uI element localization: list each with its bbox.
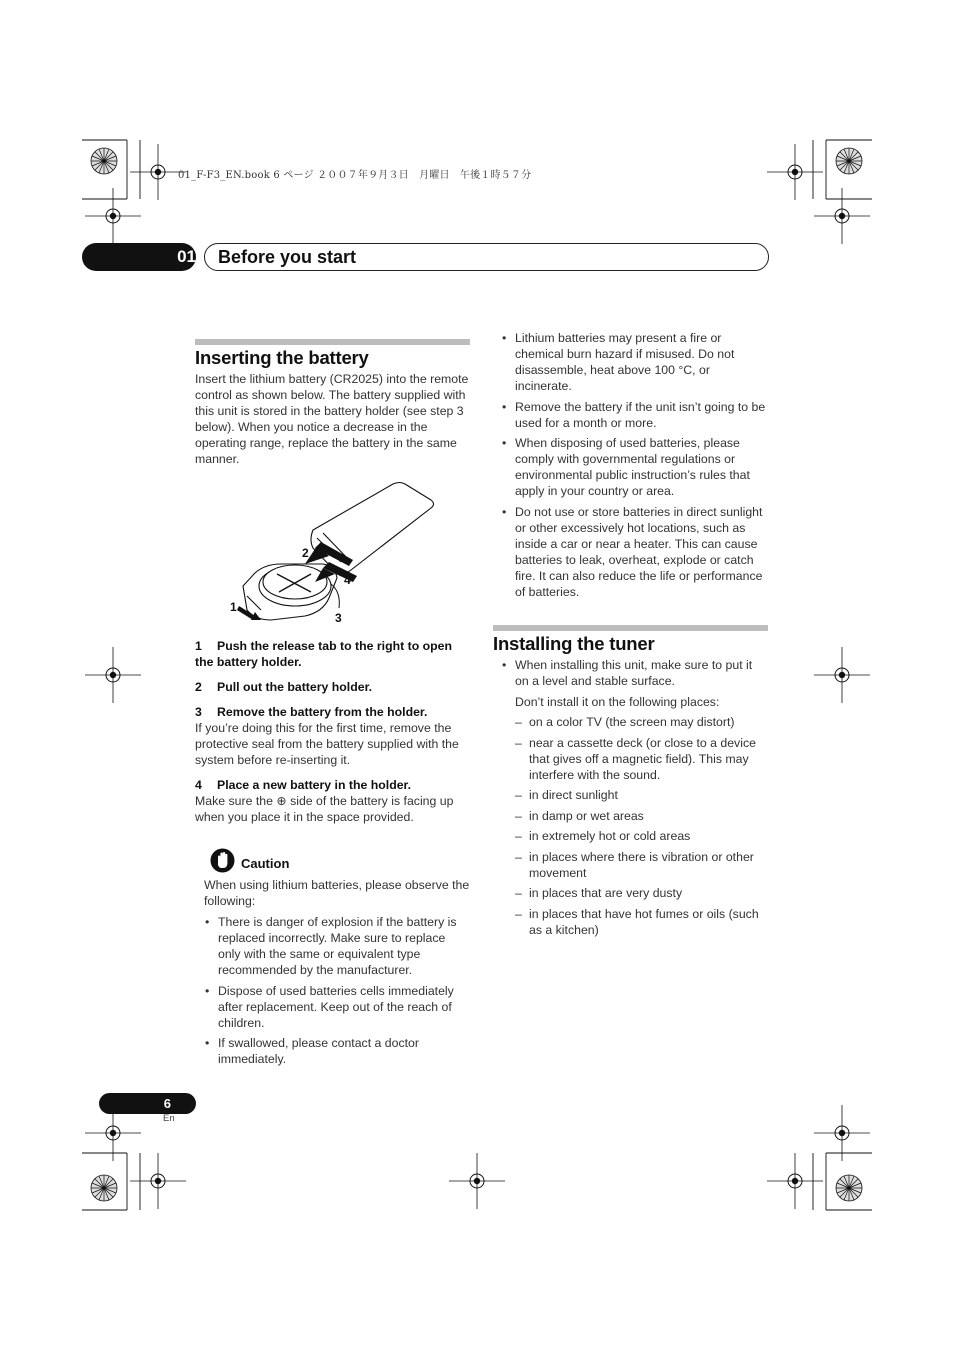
step-2: 2 Pull out the battery holder. [195, 680, 373, 694]
step-4: 4 Place a new battery in the holder. [195, 778, 412, 792]
caution-title: Caution [241, 856, 290, 871]
step-3-note: If you’re doing this for the first time, remove the protective seal from the battery supplied with the system before re-inserting it. [195, 721, 459, 767]
caution-item: • Dispose of used batteries cells immediately after replacement. Keep out of the reach of children. [205, 983, 471, 1031]
place-item: – in direct sunlight [515, 787, 767, 803]
caution-item: • Lithium batteries may present a fire or chemical burn hazard if misused. Do not disassemble, heat above 100 °C, or incinerate. [502, 330, 768, 394]
print-header: 01_F-F3_EN.book 6 ページ ２００７年９月３日 月曜日 午後１時５７分 [178, 170, 532, 181]
battery-diagram [225, 478, 440, 628]
caution-hand-icon [210, 848, 235, 873]
step-4-note: Make sure the ⊕ side of the battery is facing up when you place it in the space provided. [195, 794, 454, 824]
section-rule [493, 625, 768, 631]
tuner-bullets [502, 657, 768, 694]
place-item: – in places that are very dusty [515, 885, 767, 901]
caution-item: • Do not use or store batteries in direct sunlight or other excessively hot locations, such as inside a car or near a heater. This can cause batteries to leak, overheat, explode or catch fire. It can also reduce the life or performance of batteries. [502, 504, 768, 600]
fig-label-1: 1 [230, 600, 237, 614]
fig-label-2: 2 [302, 546, 309, 560]
battery-intro: Insert the lithium battery (CR2025) into the remote control as shown below. The battery supplied with this unit is stored in the battery holder (see step 3 below). When you notice a decrease in the operating range, replace the battery in the same manner. [195, 372, 469, 466]
caution-item: • Remove the battery if the unit isn’t going to be used for a month or more. [502, 399, 768, 431]
place-item: – in places that have hot fumes or oils (such as a kitchen) [515, 906, 767, 938]
caution-item: • If swallowed, please contact a doctor immediately. [205, 1035, 471, 1067]
places-intro: Don’t install it on the following places: [515, 695, 720, 709]
tuner-bullet: • When installing this unit, make sure to put it on a level and stable surface. [502, 657, 768, 689]
place-item: – near a cassette deck (or close to a device that gives off a magnetic field). This may interfere with the sound. [515, 735, 767, 783]
places-list [515, 714, 767, 942]
fig-label-4: 4 [344, 573, 351, 587]
step-3: 3 Remove the battery from the holder. [195, 705, 428, 719]
plus-symbol-icon: ⊕ [276, 794, 287, 808]
chapter-number: 01 [177, 247, 196, 266]
step-1: 1 Push the release tab to the right to open the battery holder. [195, 639, 453, 669]
caution-list-left [205, 914, 471, 1072]
place-item: – on a color TV (the screen may distort) [515, 714, 767, 730]
place-item: – in extremely hot or cold areas [515, 828, 767, 844]
section-title-tuner: Installing the tuner [493, 633, 655, 654]
battery-steps [195, 638, 471, 825]
page-number: 6 [163, 1096, 171, 1111]
page-language: En [163, 1113, 175, 1124]
fig-label-3: 3 [335, 611, 342, 625]
caution-intro: When using lithium batteries, please observe the following: [204, 878, 470, 908]
place-item: – in places where there is vibration or other movement [515, 849, 767, 881]
section-title-battery: Inserting the battery [195, 347, 369, 368]
caution-item: • When disposing of used batteries, please comply with governmental regulations or environmental public instruction’s rules that apply in your country or area. [502, 435, 768, 499]
caution-list-right [502, 330, 768, 604]
chapter-title: Before you start [218, 247, 357, 267]
section-rule [195, 339, 470, 345]
place-item: – in damp or wet areas [515, 808, 767, 824]
caution-item: • There is danger of explosion if the battery is replaced incorrectly. Make sure to replace only with the same or equivalent type recommended by the manufacturer. [205, 914, 471, 978]
